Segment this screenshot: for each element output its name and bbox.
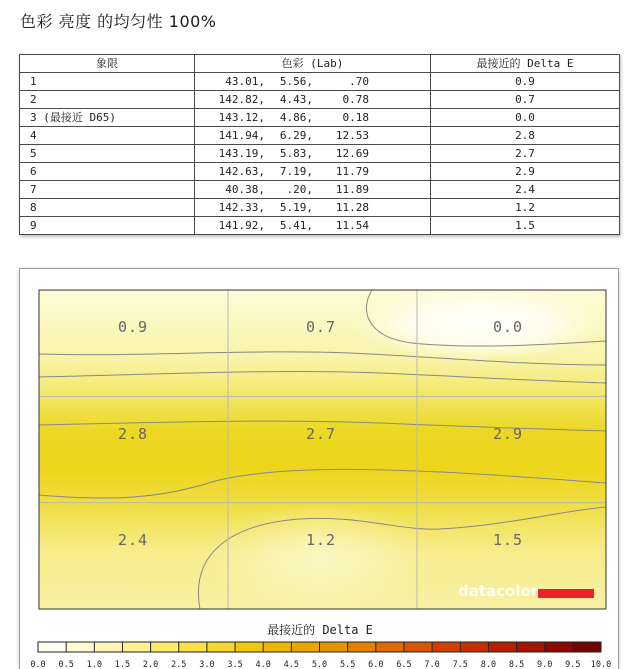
lab-b-value: 12.69 — [335, 146, 369, 160]
lab-l-value: 141.94, — [218, 128, 265, 142]
cell-value-label: 2.4 — [117, 531, 149, 549]
legend-tick-label: 3.5 — [227, 660, 243, 669]
quadrant-cell: 7 — [20, 181, 195, 199]
column-header-lab: 色彩 (Lab) — [195, 55, 431, 73]
legend-tick-label: 1.0 — [86, 660, 102, 669]
delta-e-cell: 0.7 — [431, 91, 620, 109]
quadrant-cell: 5 — [20, 145, 195, 163]
table-row — [20, 127, 620, 145]
lab-b-value: 11.54 — [335, 218, 369, 232]
legend-swatch — [207, 642, 236, 652]
legend-swatch — [151, 642, 180, 652]
uniformity-map-panel — [19, 268, 619, 669]
legend-swatch — [320, 642, 349, 652]
legend-swatch — [432, 642, 461, 652]
table-row — [20, 73, 620, 91]
cell-value-label: 0.9 — [117, 318, 149, 336]
lab-cell — [195, 109, 431, 127]
legend-tick-label: 6.5 — [396, 660, 412, 669]
legend-tick-label: 1.5 — [114, 660, 131, 669]
legend-swatch — [291, 642, 320, 652]
cell-value-label: 2.8 — [117, 425, 149, 443]
table-row — [20, 145, 620, 163]
lab-a-value: 6.29, — [279, 128, 313, 142]
lab-cell — [195, 163, 431, 181]
legend-tick-label: 5.0 — [311, 660, 328, 669]
lab-cell — [195, 73, 431, 91]
lab-b-value: 11.89 — [335, 182, 369, 196]
table-body — [20, 73, 620, 235]
table-row — [20, 109, 620, 127]
lab-a-value: 5.41, — [279, 218, 313, 232]
cell-value-label: 1.2 — [305, 531, 337, 549]
lab-a-value: 4.86, — [279, 110, 313, 124]
quadrant-cell: 8 — [20, 199, 195, 217]
lab-a-value: 7.19, — [279, 164, 313, 178]
lab-l-value: 143.12, — [218, 110, 265, 124]
legend-tick-label: 9.0 — [537, 660, 553, 669]
column-header-delta-e: 最接近的 Delta E — [431, 55, 620, 73]
table-row — [20, 199, 620, 217]
delta-e-cell: 0.0 — [431, 109, 620, 127]
cell-value-label: 2.7 — [305, 425, 337, 443]
legend-tick-label: 2.0 — [142, 660, 159, 669]
legend-swatch — [545, 642, 574, 652]
legend-tick-label: 7.0 — [424, 660, 440, 669]
delta-e-cell: 2.4 — [431, 181, 620, 199]
lab-cell — [195, 145, 431, 163]
legend-tick-label: 0.0 — [30, 660, 46, 669]
lab-cell — [195, 127, 431, 145]
uniformity-heatmap — [20, 269, 620, 669]
lab-a-value: 5.83, — [279, 146, 313, 160]
lab-cell — [195, 181, 431, 199]
lab-l-value: 142.33, — [218, 200, 265, 214]
legend-swatch — [179, 642, 208, 652]
legend-tick-label: 4.0 — [255, 660, 271, 669]
legend-swatch — [38, 642, 67, 652]
lab-b-value: 11.79 — [335, 164, 369, 178]
legend-title: 最接近的 Delta E — [267, 623, 373, 637]
cell-value-label: 1.5 — [492, 531, 524, 549]
legend-swatch — [263, 642, 292, 652]
lab-cell — [195, 217, 431, 235]
uniformity-table — [19, 54, 620, 235]
page-title: 色彩 亮度 的均匀性 100% — [20, 12, 217, 31]
legend-tick-label: 2.5 — [171, 660, 187, 669]
legend-tick-label: 7.5 — [452, 660, 468, 669]
legend-tick-label: 4.5 — [283, 660, 300, 669]
legend-tick-label: 10.0 — [590, 660, 612, 669]
delta-e-cell: 1.2 — [431, 199, 620, 217]
legend-swatch — [573, 642, 602, 652]
cell-value-label: 0.0 — [492, 318, 524, 336]
delta-e-cell: 2.8 — [431, 127, 620, 145]
lab-a-value: 5.19, — [279, 200, 313, 214]
table-row — [20, 181, 620, 199]
legend-swatch — [460, 642, 489, 652]
lab-a-value: 4.43, — [279, 92, 313, 106]
lab-l-value: 40.38, — [225, 182, 265, 196]
lab-b-value: 0.78 — [342, 92, 369, 106]
legend-tick-label: 8.0 — [480, 660, 497, 669]
lab-l-value: 142.82, — [218, 92, 265, 106]
quadrant-cell: 3 (最接近 D65) — [20, 109, 195, 127]
column-header-quadrant: 象限 — [20, 55, 195, 73]
quadrant-cell: 2 — [20, 91, 195, 109]
quadrant-cell: 9 — [20, 217, 195, 235]
legend-tick-label: 6.0 — [368, 660, 384, 669]
delta-e-cell: 2.7 — [431, 145, 620, 163]
legend-swatch — [94, 642, 123, 652]
lab-cell — [195, 91, 431, 109]
legend-swatch — [488, 642, 517, 652]
lab-l-value: 141.92, — [218, 218, 265, 232]
cell-value-label: 0.7 — [305, 318, 337, 336]
delta-e-cell: 0.9 — [431, 73, 620, 91]
lab-cell — [195, 199, 431, 217]
legend-tick-label: 3.0 — [199, 660, 215, 669]
table-row — [20, 91, 620, 109]
delta-e-cell: 2.9 — [431, 163, 620, 181]
quadrant-cell: 1 — [20, 73, 195, 91]
quadrant-cell: 4 — [20, 127, 195, 145]
legend-tick-label: 9.5 — [565, 660, 581, 669]
legend-tick-label: 5.5 — [339, 660, 356, 669]
heatmap-low-region — [350, 286, 610, 362]
legend-tick-label: 8.5 — [508, 660, 525, 669]
lab-a-value: .20, — [286, 182, 313, 196]
lab-a-value: 5.56, — [279, 74, 313, 88]
legend-swatch — [517, 642, 546, 652]
table-row — [20, 217, 620, 235]
delta-e-cell: 1.5 — [431, 217, 620, 235]
lab-l-value: 142.63, — [218, 164, 265, 178]
datacolor-logo-bar — [538, 589, 594, 598]
legend-swatch — [376, 642, 405, 652]
quadrant-cell: 6 — [20, 163, 195, 181]
lab-b-value: 11.28 — [335, 200, 369, 214]
legend-swatch — [404, 642, 433, 652]
cell-value-label: 2.9 — [492, 425, 524, 443]
lab-b-value: .70 — [349, 74, 369, 88]
legend-tick-label: 0.5 — [58, 660, 74, 669]
legend-swatch — [66, 642, 95, 652]
lab-l-value: 143.19, — [218, 146, 265, 160]
table-header-row — [20, 55, 620, 73]
lab-b-value: 12.53 — [335, 128, 369, 142]
legend-swatch — [235, 642, 264, 652]
legend-swatch — [122, 642, 151, 652]
datacolor-logo: datacolor — [458, 582, 539, 600]
table-row — [20, 163, 620, 181]
heatmap-low-region — [200, 504, 440, 614]
lab-b-value: 0.18 — [342, 110, 369, 124]
lab-l-value: 43.01, — [225, 74, 265, 88]
legend-swatch — [348, 642, 377, 652]
